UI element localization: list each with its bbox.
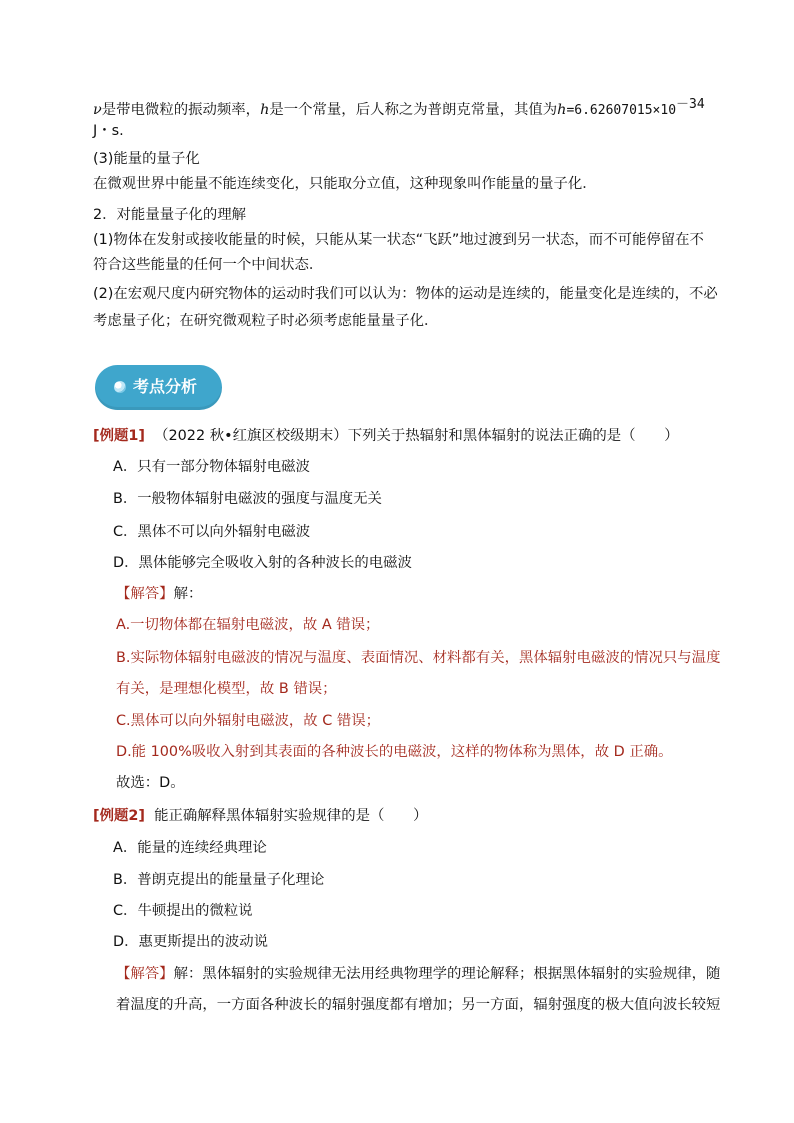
question-2-option-b: B．普朗克提出的能量量子化理论	[113, 872, 325, 888]
question-1-answer-line-3: 有关，是理想化模型，故 B 错误；	[116, 681, 337, 697]
question-1-answer-intro: 解：	[173, 586, 203, 602]
question-1-answer-line-2: B.实际物体辐射电磁波的情况与温度、表面情况、材料都有关，黑体辐射电磁波的情况只与温度	[116, 650, 721, 666]
question-1-option-b: B．一般物体辐射电磁波的强度与温度无关	[113, 491, 382, 507]
question-2-option-d: D．惠更斯提出的波动说	[113, 934, 268, 950]
point-2-line-1: (2)在宏观尺度内研究物体的运动时我们可以认为：物体的运动是连续的，能量变化是连续的，不必	[93, 286, 718, 302]
question-2-tag: [例题2]	[93, 808, 145, 824]
question-1-answer-line-4: C.黑体可以向外辐射电磁波，故 C 错误；	[116, 713, 381, 729]
question-2-stem	[93, 806, 713, 826]
intro-line-1	[93, 95, 713, 121]
h-symbol: h	[260, 102, 270, 118]
question-1-tag: [例题1]	[93, 428, 145, 444]
question-1-option-d: D．黑体能够完全吸收入射的各种波长的电磁波	[113, 555, 412, 571]
question-2-option-a: A．能量的连续经典理论	[113, 840, 267, 856]
planck-exponent: －34	[676, 97, 705, 112]
question-1-answer-line-1: A.一切物体都在辐射电磁波，故 A 错误；	[116, 617, 380, 633]
intro-line-1-a: 是带电微粒的振动频率，	[101, 102, 261, 118]
question-1-stem	[93, 426, 713, 446]
question-1-option-a: A．只有一部分物体辐射电磁波	[113, 459, 310, 475]
section-badge	[95, 365, 222, 410]
question-1-answer-tag: 【解答】	[116, 586, 174, 602]
question-2-answer-line-2: 着温度的升高，一方面各种波长的辐射强度都有增加；另一方面，辐射强度的极大值向波长较短	[116, 997, 721, 1013]
question-1-text: （2022 秋•红旗区校级期末）下列关于热辐射和黑体辐射的说法正确的是（ ）	[154, 428, 679, 444]
h-symbol-2: h	[557, 102, 567, 118]
question-2-text: 能正确解释黑体辐射实验规律的是（ ）	[154, 808, 428, 824]
question-1-option-c: C．黑体不可以向外辐射电磁波	[113, 524, 311, 540]
question-1-answer-heading	[116, 584, 736, 604]
intro-line-2: J・s.	[93, 123, 124, 139]
subsection-3-title: (3)能量的量子化	[93, 151, 200, 167]
section-badge-label: 考点分析	[133, 377, 198, 396]
question-2-answer-tag: 【解答】	[116, 966, 174, 982]
point-2-line-2: 考虑量子化；在研究微观粒子时必须考虑能量量子化．	[93, 313, 439, 329]
question-2-option-c: C．牛顿提出的微粒说	[113, 903, 253, 919]
bubble-icon	[114, 381, 126, 393]
nu-symbol: ν	[93, 102, 102, 118]
section-2-title: 2．对能量量子化的理解	[93, 207, 247, 223]
planck-value: =6.62607015×10	[566, 103, 677, 118]
question-1-choice: 故选：D。	[116, 775, 185, 791]
intro-line-1-b: 是一个常量，后人称之为普朗克常量，其值为	[269, 102, 558, 118]
question-2-answer-text-1: 解：黑体辐射的实验规律无法用经典物理学的理论解释；根据黑体辐射的实验规律，随	[173, 966, 721, 982]
subsection-3-text: 在微观世界中能量不能连续变化，只能取分立值，这种现象叫作能量的量子化．	[93, 176, 597, 192]
question-2-answer-line-1	[116, 964, 736, 984]
question-1-answer-line-5: D.能 100%吸收入射到其表面的各种波长的电磁波，这样的物体称为黑体，故 D 正确。	[116, 744, 673, 760]
point-1-line-2: 符合这些能量的任何一个中间状态．	[93, 257, 324, 273]
point-1-line-1: (1)物体在发射或接收能量的时候，只能从某一状态“飞跃”地过渡到另一状态，而不可能停留在不	[93, 232, 704, 248]
